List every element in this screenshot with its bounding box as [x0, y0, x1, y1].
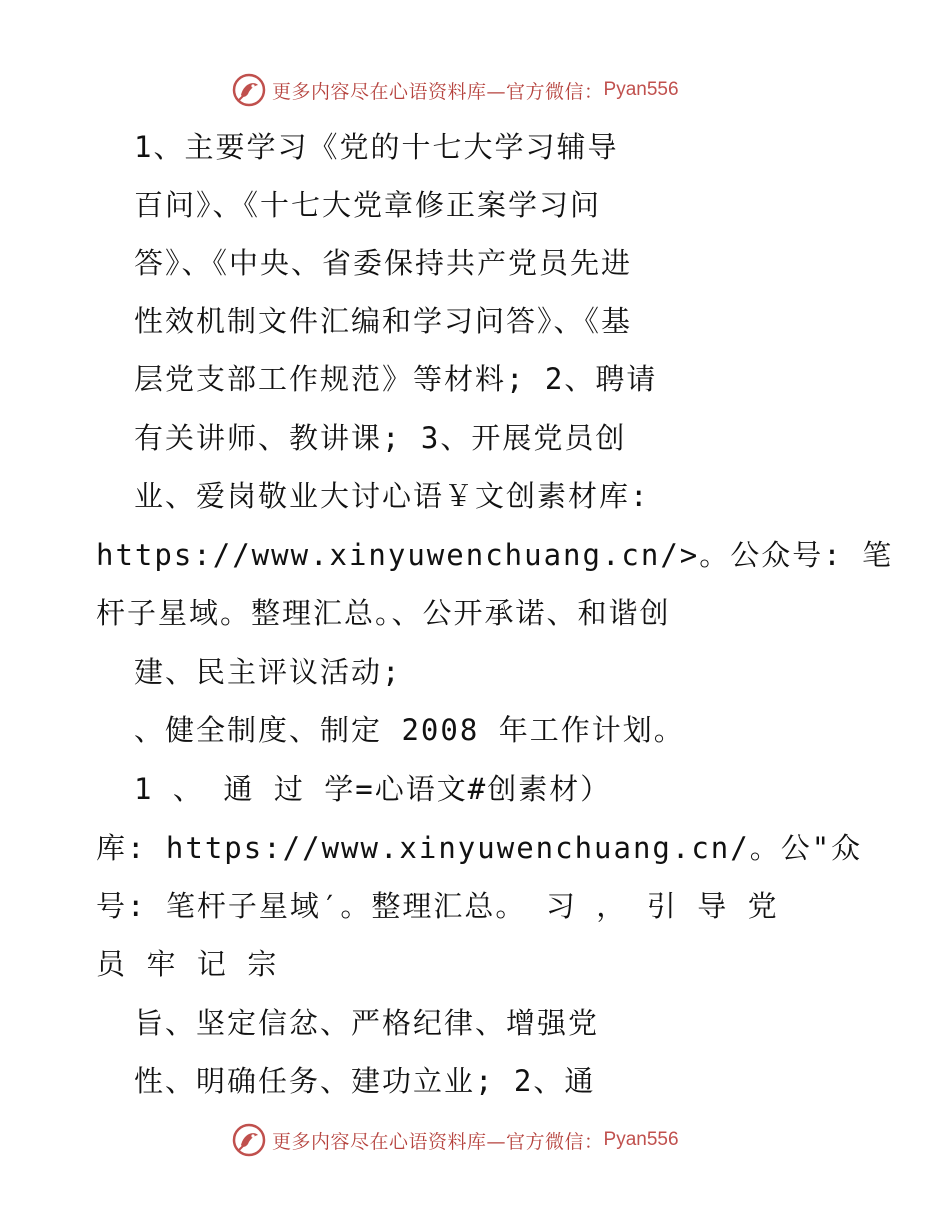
- text-line: 百问》、《十七大党章修正案学习问: [134, 188, 602, 222]
- text-line: 有关讲师、教讲课; 3、开展党员创: [134, 421, 627, 455]
- text-line: 员 牢 记 宗: [96, 947, 279, 981]
- watermark-wechat-id: Pyan556: [603, 79, 679, 100]
- text-line: https://www.xinyuwenchuang.cn/>。公众号: 笔: [96, 538, 894, 572]
- text-line: 性效机制文件汇编和学习问答》、《基: [134, 304, 633, 338]
- watermark-banner-bottom: [232, 1122, 679, 1158]
- text-line: 号: 笔杆子星域′。整理汇总。 习 ， 引 导 党: [96, 889, 779, 923]
- text-line: 性、明确任务、建功立业; 2、通: [134, 1064, 596, 1098]
- text-line: 杆子星域。整理汇总。、公开承诺、和谐创: [96, 596, 671, 630]
- text-line: 1 、 通 过 学=心语文#创素材）: [134, 772, 612, 806]
- text-line: 建、民主评议活动;: [134, 655, 402, 689]
- text-line: 层党支部工作规范》等材料; 2、聘请: [134, 362, 658, 396]
- dragon-seal-icon: [232, 1123, 266, 1157]
- text-line: 1、主要学习《党的十七大学习辅导: [134, 130, 619, 164]
- watermark-text: 更多内容尽在心语资料库—官方微信：: [272, 80, 604, 103]
- text-line: 旨、坚定信忿、严格纪律、增强党: [134, 1006, 600, 1040]
- text-line: 答》、《中央、省委保持共产党员先进: [134, 246, 633, 280]
- text-line: 业、爱岗敬业大讨心语￥文创素材库:: [134, 479, 650, 513]
- text-line: 、健全制度、制定 2008 年工作计划。: [134, 713, 685, 747]
- text-line: 库: https://www.xinyuwenchuang.cn/。公"众: [96, 831, 863, 865]
- watermark-text: 更多内容尽在心语资料库—官方微信：: [272, 1130, 604, 1153]
- watermark-wechat-id: Pyan556: [603, 1129, 679, 1150]
